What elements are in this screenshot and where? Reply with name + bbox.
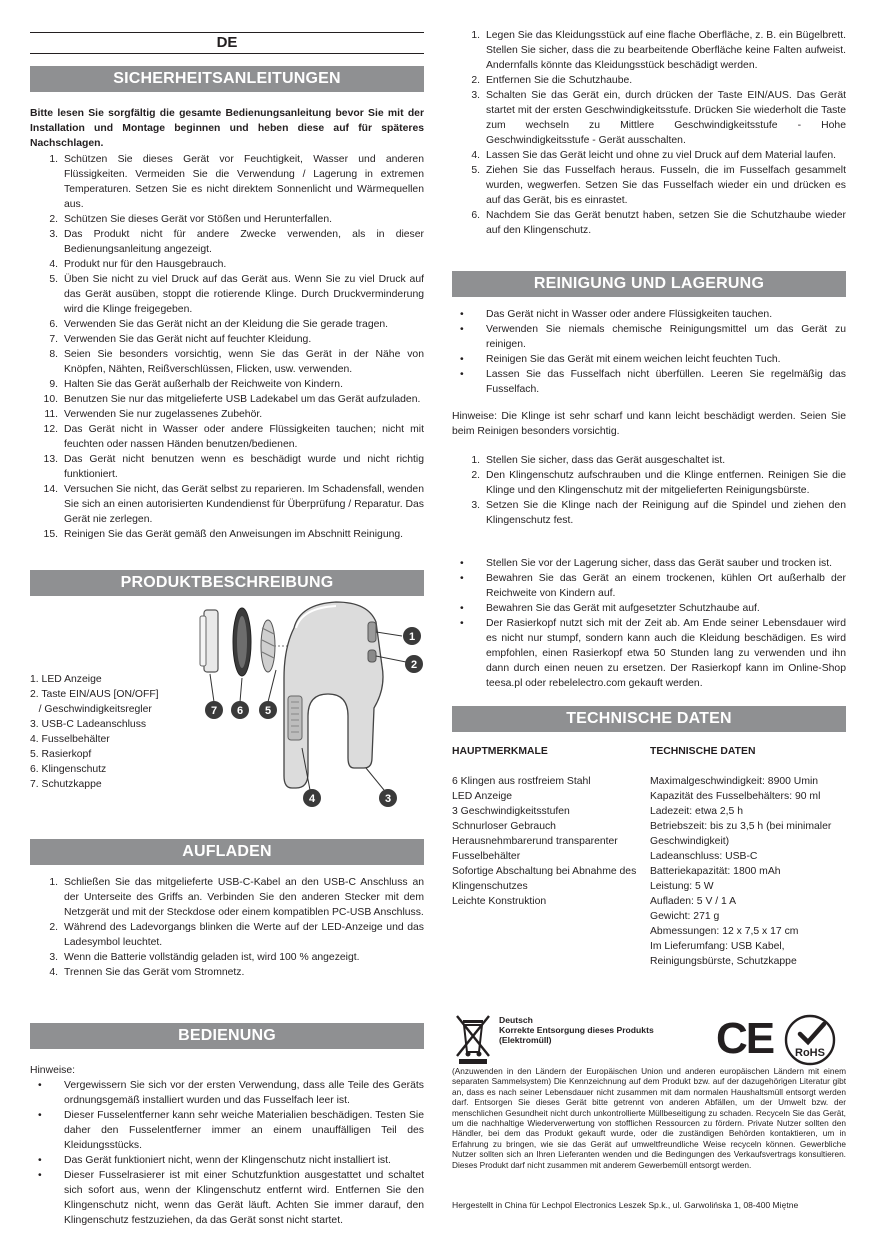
part-item: / Geschwindigkeitsregler [30,704,152,715]
list-item: 6. Nachdem Sie das Gerät benutzt haben, setzen Sie die Schutzhaube wieder auf den Klingenschutz. [452,208,846,238]
list-item: • Der Rasierkopf nutzt sich mit der Zeit ab. Am Ende seiner Lebensdauer wird es nicht nur stumpf, sondern kann auch die Kleidung beschädigen. Es wird empfohlen, einen Rasierkopf etwa 50 Stunden lang zu verwenden und ihn dann durch einen neuen zu ersetzen. Der Rasierkopf kann im Online-Shop teesa.pl oder rebelelectro.com gekauft werden. [452,616,846,691]
list-item: 2. Während des Ladevorgangs blinken die Werte auf der LED-Anzeige und das Ladesymbol leuchtet. [30,920,424,950]
list-item: • Reinigen Sie das Gerät mit einem weichen leicht feuchten Tuch. [452,352,846,367]
svg-text:7: 7 [210,705,218,717]
part-item: 5. Rasierkopf [30,749,92,760]
list-item: • Bewahren Sie das Gerät an einem trockenen, kühlen Ort außerhalb der Reichweite von Kindern auf. [452,571,846,601]
spec-line: Herausnehmbarerund transparenter Fusselbehälter [452,836,618,862]
list-item: • Das Gerät nicht in Wasser oder andere Flüssigkeiten tauchen. [452,307,846,322]
list-item: • Das Gerät funktioniert nicht, wenn der Klingenschutz nicht installiert ist. [30,1153,424,1168]
operation-title: BEDIENUNG [30,1023,424,1049]
list-item: • Dieser Fusselrasierer ist mit einer Schutzfunktion ausgestattet und schaltet sich sofort aus, wenn der Klingenschutz entfernt wird. Entfernen Sie den Klingenschutz nicht, wenn das Gerät läuft. Achten Sie immer darauf, den Klingenschutz festzuziehen, da das Gerät sonst nicht startet. [30,1168,424,1228]
list-item: 5. Ziehen Sie das Fusselfach heraus. Fusseln, die im Fusselfach gesammelt wurden, wegwerfen. Setzen Sie das Fusselfach wieder ein und drücken es auf das Gerät, bis es einrastet. [452,163,846,208]
callout-5 [259,701,277,719]
list-item: 3. Setzen Sie die Klinge nach der Reinigung auf die Spindel und ziehen den Klingenschutz fest. [452,498,846,528]
disposal-heading: Korrekte Entsorgung dieses Produkts (Elektromüll) [499,1025,654,1046]
features-list [452,774,648,909]
spec-line: Ladeanschluss: USB-C [650,851,758,862]
list-item: 6. Verwenden Sie das Gerät nicht an der Kleidung die Sie gerade tragen. [30,317,424,332]
list-item: • Stellen Sie vor der Lagerung sicher, dass das Gerät sauber und trocken ist. [452,556,846,571]
list-item: • Verwenden Sie niemals chemische Reinigungsmittel um das Gerät zu reinigen. [452,322,846,352]
parts-list [30,672,159,792]
spec-line: Betriebszeit: bis zu 3,5 h (bei minimaler Geschwindigkeit) [650,821,832,847]
list-item: • Lassen Sie das Fusselfach nicht überfüllen. Leeren Sie regelmäßig das Fusselfach. [452,367,846,397]
list-item: 14. Versuchen Sie nicht, das Gerät selbst zu reparieren. Im Schadensfall, wenden Sie sich an einen autorisierten Kundendienst für Überprüfung / Reparatur. Das Gerät nie zerlegen. [30,482,424,527]
part-item: 4. Fusselbehälter [30,734,110,745]
disposal-text: (Anzuwenden in den Ländern der Europäischen Union und anderen europäischen Ländern mit einem separaten Sammelsystem) Die Kennzeichnung auf dem Produkt bzw. auf der dazugehörigen Literatur gibt an, dass es nach seiner Lebensdauer nicht zusammen mit dam normalen Haushaltsmüll entsorgt werden darf. Entsorgen Sie dieses Gerät bitte getrennt von anderen Abfällen, um der Umwelt bzw. der menschlichen Gesundheit nicht durch unkontrollierte Müllbeseitigung zu schaden. Recyceln Sie das Gerät, um die nachhaltige Wiederverwertung von stofflichen Ressourcen zu fördern. Private Nutzer sollten den Händler, bei dem das Produkt gekauft wurde, oder die zuständigen Behörden kontaktieren, um in Erfahrung zu bringen, wie sie das Gerät auf umweltfreundliche Weise recyceln können. Gewerbliche Nutzer sollten sich an Ihren Lieferanten wenden und die Bedingungen des Verkaufsvertrags konsultieren. Dieses Produkt darf nicht zusammen mit anderem Gewerbemüll entsorgt werden. [452,1066,846,1170]
tech-title: TECHNISCHE DATEN [452,706,846,732]
safety-list [30,152,424,542]
list-item: 1. Legen Sie das Kleidungsstück auf eine flache Oberfläche, z. B. ein Bügelbrett. Stellen Sie sicher, dass die zu bearbeitende Oberfläche keine Falten aufweist. Andernfalls könnte das Kleidungsstück beschädigt werden. [452,28,846,73]
list-item: 9. Halten Sie das Gerät außerhalb der Reichweite von Kindern. [30,377,424,392]
svg-text:4: 4 [308,793,316,805]
disposal-lang: Deutsch [499,1015,533,1025]
callout-3 [379,789,397,807]
list-item: 4. Trennen Sie das Gerät vom Stromnetz. [30,965,424,980]
operation-note-label: Hinweise: [30,1065,76,1076]
list-item: 2. Entfernen Sie die Schutzhaube. [452,73,846,88]
spec-line: Leichte Konstruktion [452,896,547,907]
callout-1 [403,627,421,645]
cleaning-bullets [452,307,846,397]
list-item: 3. Schalten Sie das Gerät ein, durch drücken der Taste EIN/AUS. Das Gerät startet mit der ersten Geschwindigkeitsstufe. Drücken Sie wiederholt die Taste zum wechseln zu Mittlere Geschwindigkeitsstufe - Hohe Geschwindigkeitsstufe - Gerät ausschalten. [452,88,846,148]
safety-intro: Bitte lesen Sie sorgfältig die gesamte Bedienungsanleitung bevor Sie mit der Installation und Montage beginnen und heben diese auf für späteres Nachschlagen. [30,108,424,149]
cleaning-note: Hinweise: Die Klinge ist sehr scharf und kann leicht beschädigt werden. Seien Sie beim Reinigen besonders vorsichtig. [452,411,846,437]
callout-4 [303,789,321,807]
weee-bin-icon [455,1012,491,1064]
svg-text:1: 1 [408,631,416,643]
list-item: • Dieser Fusselentferner kann sehr weiche Materialien beschädigen. Testen Sie daher den Fusselentferner immer an einem unauffälligen Teil des Kleidungsstücks. [30,1108,424,1153]
specs-header: TECHNISCHE DATEN [650,746,756,757]
list-item: 1. Schließen Sie das mitgelieferte USB-C-Kabel an den USB-C Anschluss an der Unterseite des Griffs an. Verbinden Sie den anderen Stecker mit dem Netzgerät und mit der Steckdose oder einem kompatiblen PC-USB Anschluss. [30,875,424,920]
spec-line: Im Lieferumfang: USB Kabel, Reinigungsbürste, Schutzkappe [650,941,797,967]
part-item: 3. USB-C Ladeanschluss [30,719,147,730]
spec-line: Leistung: 5 W [650,881,714,892]
manufacturer-footer: Hergestellt in China für Lechpol Electronics Leszek Sp.k., ul. Garwolińska 1, 08-400 Miętne [452,1200,799,1210]
svg-text:6: 6 [236,705,244,717]
part-item: 6. Klingenschutz [30,764,107,775]
list-item: 2. Schützen Sie dieses Gerät vor Stößen und Herunterfallen. [30,212,424,227]
svg-text:2: 2 [410,659,418,671]
callout-7 [205,701,223,719]
product-illustration [196,598,428,814]
spec-line: Ladezeit: etwa 2,5 h [650,806,744,817]
list-item: • Vergewissern Sie sich vor der ersten Verwendung, dass alle Teile des Geräts ordnungsgemäß installiert wurden und das Fusselfach leer ist. [30,1078,424,1108]
specs-list [650,774,846,969]
list-item: 12. Das Gerät nicht in Wasser oder andere Flüssigkeiten tauchen; nicht mit feuchten oder nassen Händen benutzen/bedienen. [30,422,424,452]
safety-title: SICHERHEITSANLEITUNGEN [30,66,424,92]
charging-title: AUFLADEN [30,839,424,865]
part-item: 1. LED Anzeige [30,674,102,685]
spec-line: Abmessungen: 12 x 7,5 x 17 cm [650,926,799,937]
spec-line: Kapazität des Fusselbehälters: 90 ml [650,791,821,802]
list-item: 1. Stellen Sie sicher, dass das Gerät ausgeschaltet ist. [452,453,846,468]
callout-2 [405,655,423,673]
list-item: 8. Seien Sie besonders vorsichtig, wenn Sie das Gerät in der Nähe von Knöpfen, Nähten, Reißverschlüssen, Flicken, usw. verwenden. [30,347,424,377]
spec-line: 3 Geschwindigkeitsstufen [452,806,570,817]
list-item: 11. Verwenden Sie nur zugelassenes Zubehör. [30,407,424,422]
list-item: 1. Schützen Sie dieses Gerät vor Feuchtigkeit, Wasser und anderen Flüssigkeiten. Vermeiden Sie die Verwendung / Lagerung in extremen Temperaturen. Setzen Sie es nicht direktem Sonnenlicht und Wärmequellen aus. [30,152,424,212]
svg-text:5: 5 [264,705,272,717]
part-item: 2. Taste EIN/AUS [ON/OFF] [30,689,159,700]
spec-line: LED Anzeige [452,791,513,802]
spec-line: Maximalgeschwindigkeit: 8900 Umin [650,776,819,787]
list-item: 13. Das Gerät nicht benutzen wenn es beschädigt wurde und nicht richtig funktioniert. [30,452,424,482]
list-item: 5. Üben Sie nicht zu viel Druck auf das Gerät aus. Wenn Sie zu viel Druck auf das Gerät ausüben, stoppt die rotierende Klinge. Durch Druckverminderung wird die Klinge freigegeben. [30,272,424,317]
list-item: 3. Wenn die Batterie vollständig geladen ist, wird 100 % angezeigt. [30,950,424,965]
callout-6 [231,701,249,719]
list-item: 7. Verwenden Sie das Gerät nicht auf feuchter Kleidung. [30,332,424,347]
storage-bullets [452,556,846,691]
product-title: PRODUKTBESCHREIBUNG [30,570,424,596]
operation-steps [452,28,846,238]
spec-line: Schnurloser Gebrauch [452,821,556,832]
spec-line: Gewicht: 271 g [650,911,720,922]
cleaning-steps [452,453,846,528]
operation-bullets [30,1078,424,1228]
features-header: HAUPTMERKMALE [452,746,548,757]
list-item: 3. Das Produkt nicht für andere Zwecke verwenden, als in dieser Bedienungsanleitung angezeigt. [30,227,424,257]
list-item: 4. Produkt nur für den Hausgebrauch. [30,257,424,272]
language-label: DE [30,32,424,54]
spec-line: Aufladen: 5 V / 1 A [650,896,737,907]
ce-mark: CE [716,1014,774,1063]
spec-line: Batteriekapazität: 1800 mAh [650,866,781,877]
list-item: 2. Den Klingenschutz aufschrauben und die Klinge entfernen. Reinigen Sie die Klinge und den Klingenschutz mit der mitgelieferten Reinigungsbürste. [452,468,846,498]
list-item: • Bewahren Sie das Gerät mit aufgesetzter Schutzhaube auf. [452,601,846,616]
part-item: 7. Schutzkappe [30,779,102,790]
list-item: 15. Reinigen Sie das Gerät gemäß den Anweisungen im Abschnitt Reinigung. [30,527,424,542]
rohs-badge [780,1014,840,1066]
list-item: 10. Benutzen Sie nur das mitgelieferte USB Ladekabel um das Gerät aufzuladen. [30,392,424,407]
charging-list [30,875,424,980]
cleaning-title: REINIGUNG UND LAGERUNG [452,271,846,297]
list-item: 4. Lassen Sie das Gerät leicht und ohne zu viel Druck auf dem Material laufen. [452,148,846,163]
spec-line: 6 Klingen aus rostfreiem Stahl [452,776,591,787]
svg-text:RoHS: RoHS [795,1047,825,1059]
svg-text:3: 3 [384,793,392,805]
spec-line: Sofortige Abschaltung bei Abnahme des Klingenschutzes [452,866,637,892]
